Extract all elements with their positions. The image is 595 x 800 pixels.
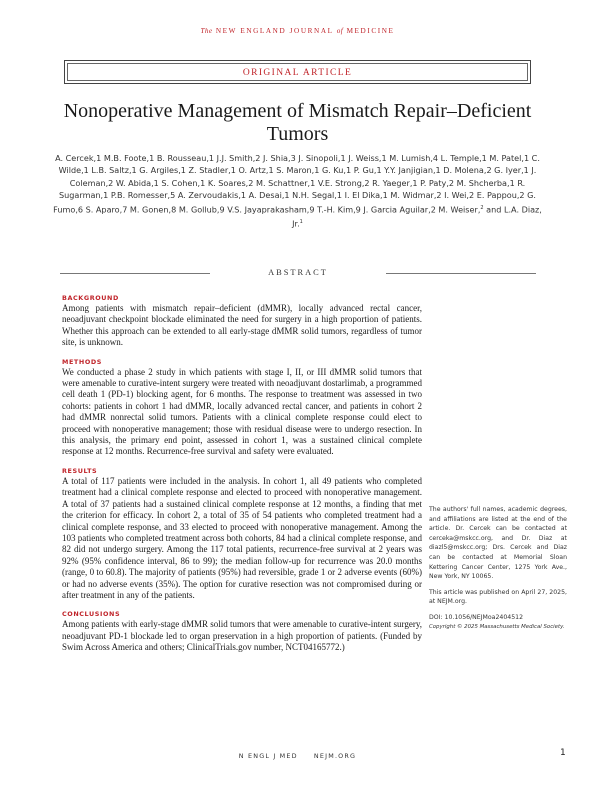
section-text-background: Among patients with mismatch repair–deficient (dMMR), locally advanced rectal cancer, neoadjuvant checkpoint blockade eliminated the need for surgery in a high proportion of patients. Whether this approach can be extended to all early-stage dMMR solid tumors, regardless of tumor site, is unknown. bbox=[62, 303, 422, 348]
section-heading-conclusions: CONCLUSIONS bbox=[62, 610, 121, 619]
article-title: Nonoperative Management of Mismatch Repair–Deficient Tumors bbox=[63, 100, 532, 145]
journal-of: of bbox=[336, 27, 344, 35]
section-text-conclusions: Among patients with early-stage dMMR solid tumors that were amenable to curative-intent surgery, neoadjuvant PD-1 blockade led to organ preservation in a high proportion of patients. (Funded by Swim Across America and others; ClinicalTrials.gov number, NCT04165772.) bbox=[62, 619, 422, 653]
abstract-rule-right bbox=[386, 273, 536, 274]
footer-site-link[interactable]: NEJM.ORG bbox=[313, 752, 357, 760]
journal-prefix: The bbox=[200, 27, 213, 35]
sidebar-notes bbox=[429, 505, 567, 632]
doi-link[interactable]: DOI: 10.1056/NEJMoa2404512 bbox=[429, 613, 524, 621]
section-heading-methods: METHODS bbox=[62, 357, 102, 366]
author-contact-note: The authors' full names, academic degrees, and affiliations are listed at the end of the article. Dr. Cercek can be contacted at cerceka@mskcc.org, and Dr. Diaz at diazl5@mskcc.org; Drs. Cercek and Diaz can be contacted at Memorial Sloan Kettering Cancer Center, 1275 York Ave., New York, NY 10065. bbox=[429, 506, 567, 581]
author-list: A. Cercek,1 M.B. Foote,1 B. Rousseau,1 J.J. Smith,2 J. Shia,3 J. Sinopoli,1 J. Weiss,1 M. Lumish,4 L. Temple,1 M. Patel,1 C. Wilde,1 L.B. Saltz,1 G. Argiles,1 Z. Stadler,1 O. Artz,1 S. Maron,1 G. Ku,1 P. Gu,1 Y.Y. Janjigian,1 D. Molena,2 G. Iyer,1 J. Coleman,2 W. Abida,1 S. Cohen,1 K. Soares,2 M. Schattner,1 V.E. Strong,2 R. Yaeger,1 P. Paty,2 M. Shcherba,1 R. Sugarman,1 P.B. Romesser,5 A. Zervoudakis,1 A. Desai,1 N.H. Segal,1 I. El Dika,1 M. Widmar,2 I. Wei,2 E. Pappou,2 G. Fumo,6 S. Aparo,7 M. Gonen,8 M. Gollub,9 V.S. Jayaprakasham,9 T.-H. Kim,9 J. Garcia Aguilar,2 M. Weiser,$^2$ and L.A. Diaz, Jr.$^1$ bbox=[53, 153, 542, 229]
page-number: 1 bbox=[560, 748, 566, 758]
copyright-note: Copyright © 2025 Massachusetts Medical Society. bbox=[429, 623, 565, 630]
abstract-heading: ABSTRACT bbox=[268, 268, 328, 277]
article-type-label: ORIGINAL ARTICLE bbox=[242, 68, 353, 78]
affiliation-marker: 2 bbox=[480, 204, 484, 211]
page-footer bbox=[0, 752, 595, 760]
affiliation-marker: 1 bbox=[299, 218, 303, 225]
section-text-results: A total of 117 patients were included in the analysis. In cohort 1, all 49 patients who completed treatment had a clinical complete response and elected to proceed with nonoperative management. A total of 37 patients had a sustained clinical complete response at 12 months, a finding that met the criterion for efficacy. In cohort 2, a total of 35 of 54 patients who completed treatment had a clinical complete response, and 33 elected to proceed with nonoperative management. Among the 103 patients who completed treatment across both cohorts, 84 had a clinical complete response, and 82 did not undergo surgery. Among the 117 total patients, recurrence-free survival at 2 years was 92% (95% confidence interval, 86 to 99); the median follow-up for recurrence was 20.0 months (range, 0 to 60.8). The majority of patients (95%) had reversible, grade 1 or 2 adverse events (60%) or had no adverse events (35%). The option for curative resection was not compromised during or after treatment in any of the patients. bbox=[62, 475, 422, 600]
abstract-body bbox=[62, 294, 422, 663]
journal-name-part-2: MEDICINE bbox=[346, 27, 395, 35]
journal-name-part-1: NEW ENGLAND JOURNAL bbox=[215, 27, 334, 35]
section-heading-background: BACKGROUND bbox=[62, 294, 119, 302]
journal-masthead bbox=[0, 27, 595, 35]
publication-note: This article was published on April 27, 2025, at NEJM.org. bbox=[429, 588, 567, 606]
abstract-rule-left bbox=[60, 273, 210, 274]
section-heading-results: RESULTS bbox=[62, 466, 98, 475]
section-text-methods: We conducted a phase 2 study in which patients with stage I, II, or III dMMR solid tumors that were amenable to curative-intent surgery were treated with neoadjuvant dostarlimab, a programmed cell death 1 (PD-1) blocking agent, for 6 months. The response to treatment was assessed in two cohorts: patients in cohort 1 had dMMR, locally advanced rectal cancer, and patients in cohort 2 had dMMR nonrectal solid tumors. Patients with a clinical complete response could elect to proceed with nonoperative management; those with residual disease were to undergo resection. In this analysis, the primary end point, assessed in cohort 1, was a sustained clinical complete response at 12 months. Recurrence-free survival and safety were evaluated. bbox=[62, 366, 422, 457]
footer-journal-abbrev: N ENGL J MED bbox=[238, 752, 298, 760]
